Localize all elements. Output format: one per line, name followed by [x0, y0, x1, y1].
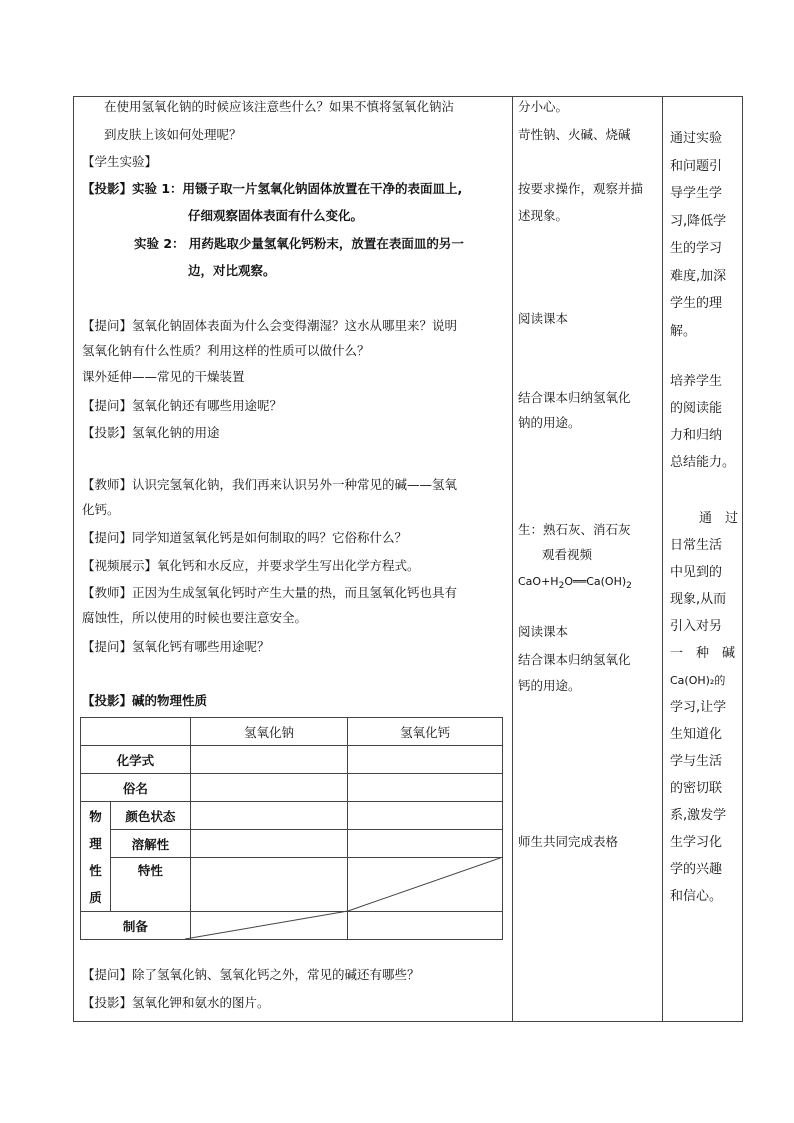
equation-product: O══Ca(OH) [564, 575, 627, 588]
header-caoh: 氢氧化钙 [348, 718, 503, 746]
intent-line: 现象,从而 [670, 592, 727, 607]
extension-drying-device: 课外延伸——常见的干燥装置 [82, 369, 245, 384]
equation-subscript: 2 [626, 581, 632, 591]
read-textbook-1: 阅读课本 [518, 311, 569, 326]
group-label-char: 性 [89, 862, 102, 878]
cell-caoh-property [348, 858, 503, 912]
cell-naoh-formula [190, 746, 348, 774]
intent-line: 一 种 碱 [670, 646, 736, 661]
summarize-caoh-uses-cont: 钙的用途。 [518, 678, 581, 693]
cell-caoh-solubility [348, 830, 503, 858]
watch-video: 观看视频 [542, 547, 593, 562]
intent-line: 日常生活 [670, 538, 723, 553]
cell-naoh-solubility [190, 830, 348, 858]
intent-line: 培养学生 [670, 374, 723, 389]
question-moisture-cont: 氢氧化钠有什么性质？利用这样的性质可以做什么？ [82, 343, 370, 358]
teacher-intro-caoh-cont: 化钙。 [82, 502, 120, 517]
question-naoh-uses: 【提问】氢氧化钠还有哪些用途呢？ [82, 398, 283, 413]
intent-line: 生知道化 [670, 727, 723, 742]
projection-experiment-1: 【投影】实验 1：用镊子取一片氢氧化钠固体放置在干净的表面皿上, [82, 181, 463, 196]
group-label-char: 质 [89, 889, 102, 905]
operate-observe: 按要求操作，观察并描 [518, 181, 644, 196]
row-label-formula: 化学式 [81, 746, 191, 774]
intent-line: 难度,加深 [670, 268, 727, 284]
complete-table-together: 师生共同完成表格 [518, 834, 619, 849]
question-other-bases: 【提问】除了氢氧化钠、氢氧化钙之外，常见的碱还有哪些？ [82, 967, 420, 982]
cell-naoh-common-name [190, 774, 348, 802]
intent-reading [670, 368, 738, 476]
intent-line: 生的学习 [670, 241, 723, 256]
intent-line: 解。 [670, 323, 697, 339]
question-safety: 在使用氢氧化钠的时候应该注意些什么？如果不慎将氢氧化钠沾 [104, 99, 455, 114]
intent-line: 学的兴趣 [670, 862, 723, 877]
operate-observe-cont: 述现象。 [518, 208, 569, 223]
intent-daily-life [670, 505, 738, 910]
question-safety-cont: 到皮肤上该如何处理呢？ [104, 127, 242, 142]
row-label-common-name: 俗名 [81, 774, 191, 802]
group-label-char: 物 [89, 808, 102, 824]
projection-experiment-2: 实验 2： 用药匙取少量氢氧化钙粉末，放置在表面皿的另一 [134, 236, 464, 251]
row-label-preparation: 制备 [81, 912, 191, 940]
cell-caoh-formula [348, 746, 503, 774]
intent-line: 生学习化 [670, 835, 723, 850]
projection-experiment-1-cont: 仔细观察固体表面有什么变化。 [188, 208, 364, 223]
intent-line: 学习,让学 [670, 700, 727, 715]
intent-line: 通过实验 [670, 131, 723, 146]
equation-reactants: CaO+H [518, 575, 559, 588]
teacher-safety-caoh-cont: 腐蚀性，所以使用的时候也要注意安全。 [82, 610, 308, 625]
teacher-intro-caoh: 【教师】认识完氢氧化钠，我们再来认识另外一种常见的碱——氢氧 [82, 477, 458, 492]
intent-line: 习,降低学 [670, 213, 727, 229]
intent-line: Ca(OH)₂的 [670, 674, 726, 687]
question-moisture: 【提问】氢氧化钠固体表面为什么会变得潮湿？这水从哪里来？说明 [82, 318, 458, 333]
intent-line: 的阅读能 [670, 401, 723, 416]
intent-line: 通 过 [698, 511, 738, 526]
cell-caoh-preparation [348, 912, 503, 940]
reaction-equation [518, 574, 632, 594]
cell-naoh-preparation [190, 912, 348, 940]
intent-line: 中见到的 [670, 565, 723, 580]
physical-properties-table [80, 717, 503, 940]
row-label-property: 特性 [110, 858, 190, 912]
question-caoh-uses: 【提问】氢氧化钙有哪些用途呢？ [82, 639, 270, 654]
intent-experiment [670, 125, 738, 345]
intent-line: 导学生学 [670, 186, 723, 201]
projection-koh-ammonia: 【投影】氢氧化钾和氨水的图片。 [82, 995, 270, 1010]
intent-line: 力和归纳 [670, 428, 723, 443]
summarize-naoh-uses: 结合课本归纳氢氧化 [518, 390, 631, 405]
design-intent-column [662, 97, 744, 1021]
cell-naoh-property [190, 858, 348, 912]
naoh-common-names: 苛性钠、火碱、烧碱 [518, 127, 631, 142]
cell-caoh-common-name [348, 774, 503, 802]
row-label-solubility: 溶解性 [110, 830, 190, 858]
intent-line: 和信心。 [670, 889, 723, 904]
intent-line: 系,激发学 [670, 808, 727, 823]
header-naoh: 氢氧化钠 [190, 718, 348, 746]
cell-naoh-color [190, 802, 348, 830]
row-label-color-state: 颜色状态 [110, 802, 190, 830]
group-label-physical-properties [81, 802, 111, 912]
intent-line: 和问题引 [670, 158, 723, 174]
summarize-caoh-uses: 结合课本归纳氢氧化 [518, 652, 631, 667]
table-corner-cell [81, 718, 191, 746]
projection-physical-properties: 【投影】碱的物理性质 [82, 693, 208, 708]
intent-line: 学与生活 [670, 754, 723, 769]
projection-experiment-2-cont: 边，对比观察。 [188, 263, 276, 278]
summarize-naoh-uses-cont: 钠的用途。 [518, 415, 581, 430]
question-caoh-preparation: 【提问】同学知道氢氧化钙是如何制取的吗？它俗称什么？ [82, 530, 408, 545]
student-activity-column [512, 97, 662, 1021]
read-textbook-2: 阅读课本 [518, 624, 569, 639]
intent-line: 的密切联 [670, 781, 723, 796]
intent-line: 总结能力。 [670, 455, 736, 470]
group-label-char: 理 [89, 835, 102, 851]
lesson-table [73, 96, 743, 1022]
equation-subscript: 2 [558, 581, 565, 591]
cell-caoh-color [348, 802, 503, 830]
video-demonstration: 【视频展示】氧化钙和水反应，并要求学生写出化学方程式。 [82, 558, 420, 573]
projection-naoh-uses: 【投影】氢氧化钠的用途 [82, 425, 220, 440]
teaching-process-column [74, 97, 512, 1021]
intent-line: 学生的理 [670, 296, 723, 311]
student-experiment-heading: 【学生实验】 [82, 154, 158, 169]
intent-line: 引入对另 [670, 619, 723, 634]
teacher-safety-caoh: 【教师】正因为生成氢氧化钙时产生大量的热，而且氢氧化钙也具有 [82, 585, 458, 600]
caoh-common-names: 生：熟石灰、消石灰 [518, 522, 631, 537]
careful-note: 分小心。 [518, 99, 569, 114]
